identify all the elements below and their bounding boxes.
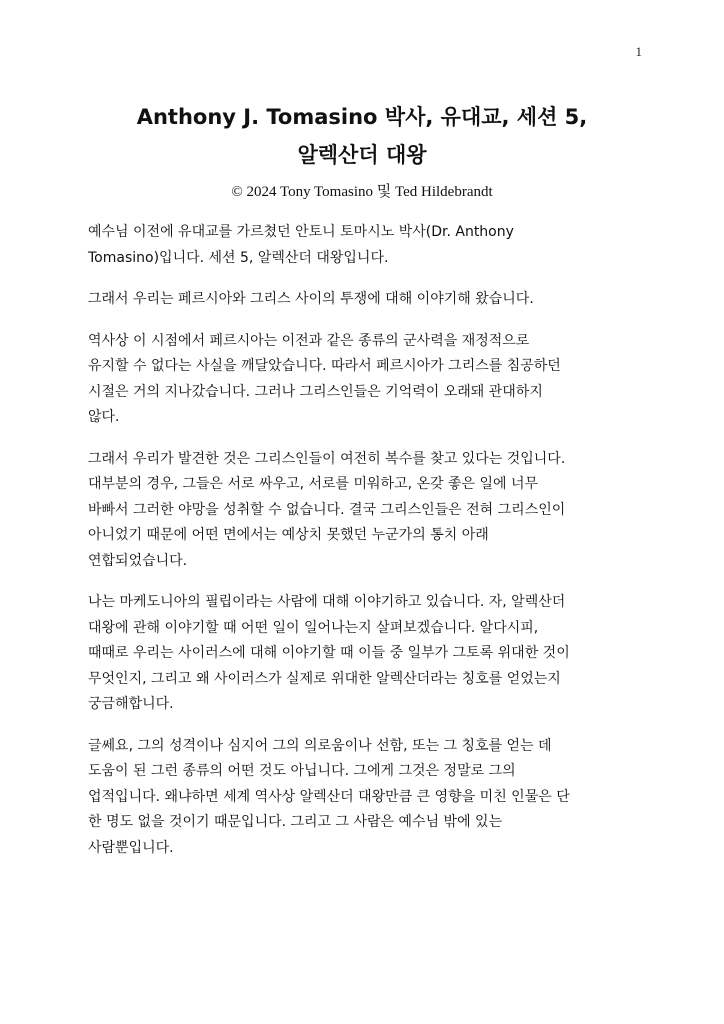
paragraph-line: 연합되었습니다.: [88, 552, 188, 569]
paragraph: [88, 329, 648, 431]
paragraph-line: 아니었기 때문에 어떤 면에서는 예상치 못했던 누군가의 통치 아래: [88, 527, 489, 543]
paragraph: [88, 287, 648, 313]
paragraph-line: 나는 마케도니아의 필립이라는 사람에 대해 이야기하고 있습니다. 자, 알렉산더: [88, 594, 566, 610]
paragraph-line: Tomasino)입니다. 세션 5, 알렉산더 대왕입니다.: [88, 249, 389, 266]
copyright-notice: © 2024 Tony Tomasino 및 Ted Hildebrandt: [231, 184, 493, 200]
paragraph-line: 그래서 우리는 페르시아와 그리스 사이의 투쟁에 대해 이야기해 왔습니다.: [88, 291, 534, 307]
paragraph-line: 무엇인지, 그리고 왜 사이러스가 실제로 위대한 알렉산더라는 칭호를 얻었는지: [88, 670, 561, 687]
title-line-2: 알렉산더 대왕: [297, 143, 427, 167]
paragraph: [88, 734, 648, 862]
document-body: [88, 220, 648, 877]
title-line-1: Anthony J. Tomasino 박사, 유대교, 세션 5,: [136, 105, 588, 129]
paragraph-line: 사람뿐입니다.: [88, 839, 174, 856]
paragraph-line: 도움이 된 그런 종류의 어떤 것도 아닙니다. 그에게 그것은 정말로 그의: [88, 763, 516, 779]
paragraph-line: 시절은 거의 지나갔습니다. 그러나 그리스인들은 기억력이 오래돼 관대하지: [88, 383, 543, 400]
paragraph: [88, 590, 648, 718]
paragraph: [88, 220, 648, 271]
paragraph-line: 역사상 이 시점에서 페르시아는 이전과 같은 종류의 군사력을 재정적으로: [88, 332, 530, 349]
paragraph: [88, 447, 648, 575]
paragraph-line: 유지할 수 없다는 사실을 깨달았습니다. 따라서 페르시아가 그리스를 침공하던: [88, 358, 561, 374]
paragraph-line: 예수님 이전에 유대교를 가르쳤던 안토니 토마시노 박사(Dr. Anthony: [88, 224, 514, 240]
page-number: 1: [635, 44, 642, 59]
paragraph-line: 궁금해합니다.: [88, 696, 174, 712]
document-title: [80, 98, 644, 174]
paragraph-line: 그래서 우리가 발견한 것은 그리스인들이 여전히 복수를 찾고 있다는 것입니다.: [88, 450, 566, 467]
paragraph-line: 않다.: [88, 409, 120, 425]
paragraph-line: 바빠서 그러한 야망을 성취할 수 없습니다. 결국 그리스인들은 전혀 그리스인이: [88, 501, 566, 518]
paragraph-line: 업적입니다. 왜냐하면 세계 역사상 알렉산더 대왕만큼 큰 영향을 미친 인물은 단: [88, 788, 570, 805]
paragraph-line: 때때로 우리는 사이러스에 대해 이야기할 때 이들 중 일부가 그토록 위대한 것이: [88, 645, 570, 661]
paragraph-line: 대부분의 경우, 그들은 서로 싸우고, 서로를 미워하고, 온갖 좋은 일에 너무: [88, 476, 539, 492]
paragraph-line: 글쎄요, 그의 성격이나 심지어 그의 의로움이나 선함, 또는 그 칭호를 얻는 데: [88, 737, 552, 754]
paragraph-line: 대왕에 관해 이야기할 때 어떤 일이 일어나는지 살펴보겠습니다. 알다시피,: [88, 619, 539, 636]
paragraph-line: 한 명도 없을 것이기 때문입니다. 그리고 그 사람은 예수님 밖에 있는: [88, 814, 503, 830]
